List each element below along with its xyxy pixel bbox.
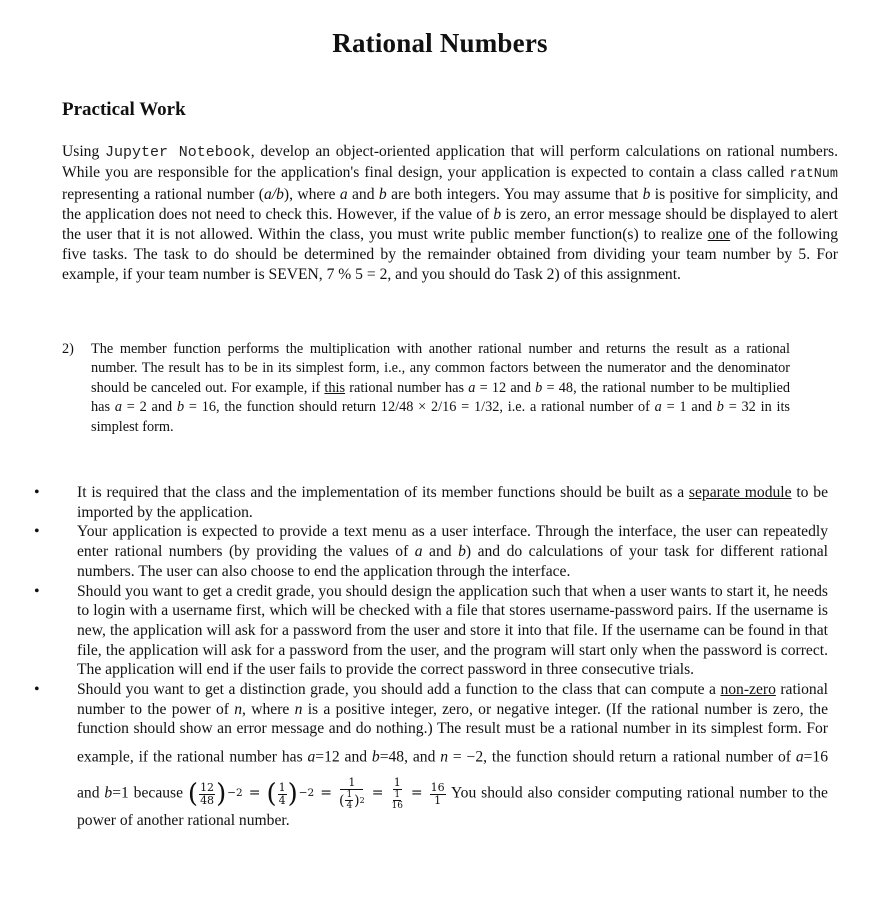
list-item: • It is required that the class and the implementation of its member functions should be built as a separate module to be imported by the application. bbox=[34, 483, 828, 522]
section-heading: Practical Work bbox=[62, 99, 186, 120]
list-item: • Your application is expected to provide a text menu as a user interface. Through the interface, the user can repeatedly enter rational numbers (by providing the values of a and b) and do calculations of your task for different rational numbers. The user can also choose to end the application through the interface. bbox=[34, 522, 828, 581]
list-item: • Should you want to get a distinction grade, you should add a function to the class that can compute a non-zero rational number to the power of n, where n is a positive integer, zero, or negative integer. (If the rational number is zero, the function should show an error message and do nothing.) The result must be a rational number in its simplest form. For example, if the rational number has a=12 and b=48, and n = −2, the function should return a rational number of a=16 and b=1 because ( $\frac{12}{48}$ ) −2 = ( $\frac{1}{4}$ ) −2 = 1 ( $\frac{1}{4}$ ) 2 = $\frac{1}{\frac{1}{16}}$ = $\frac{16}{1}$ You should also consider computing rational number to the power of another rational number. bbox=[34, 680, 828, 831]
task-number: 2) bbox=[62, 341, 74, 357]
power-example-equation: ( $\frac{12}{48}$ ) −2 = ( $\frac{1}{4}$ ) −2 = 1 ( $\frac{1}{4}$ ) 2 = $\frac{1}{\frac{1}{16}}$ = $\frac{16}{1}$ bbox=[187, 776, 445, 812]
ratnum-code: ratNum bbox=[789, 167, 838, 182]
jupyter-notebook-code: Jupyter Notebook bbox=[104, 144, 251, 161]
task-2 bbox=[62, 340, 790, 437]
intro-paragraph: Using Jupyter Notebook, develop an object-oriented application that will perform calculations on rational numbers. While you are responsible for the application's final design, your application is expected to contain a class called ratNum representing a rational number (a/b), where a and b are both integers. You may assume that b is positive for simplicity, and the application does not need to check this. However, if the value of b is zero, an error message should be displayed to alert the user that it is not allowed. Within the class, you must write public member function(s) to realize one of the following five tasks. The task to do should be determined by the remainder obtained from dividing your team number by 5. For example, if your team number is SEVEN, 7 % 5 = 2, and you should do Task 2) of this assignment. bbox=[62, 143, 839, 283]
page-title: Rational Numbers bbox=[332, 28, 548, 58]
list-item: • Should you want to get a credit grade, you should design the application such that when a user wants to start it, he needs to login with a username first, which will be checked with a file that stores username-password pairs. If the username is new, the application will ask for a password from the user and store it into that file. If the username can be found in that file, the application will ask for a password from the user, and the program will start only when the password is correct. The application will end if the user fails to provide the correct password in three consecutive trials. bbox=[34, 582, 828, 681]
task-body: The member function performs the multiplication with another rational number and returns the result as a rational number. The result has to be in its simplest form, i.e., any common factors between the numerator and the denominator should be canceled out. For example, if this rational number has a = 12 and b = 48, the rational number to be multiplied has a = 2 and b = 16, the function should return 12/48 × 2/16 = 1/32, i.e. a rational number of a = 1 and b = 32 in its simplest form. bbox=[91, 341, 790, 435]
requirements-list bbox=[34, 483, 828, 831]
